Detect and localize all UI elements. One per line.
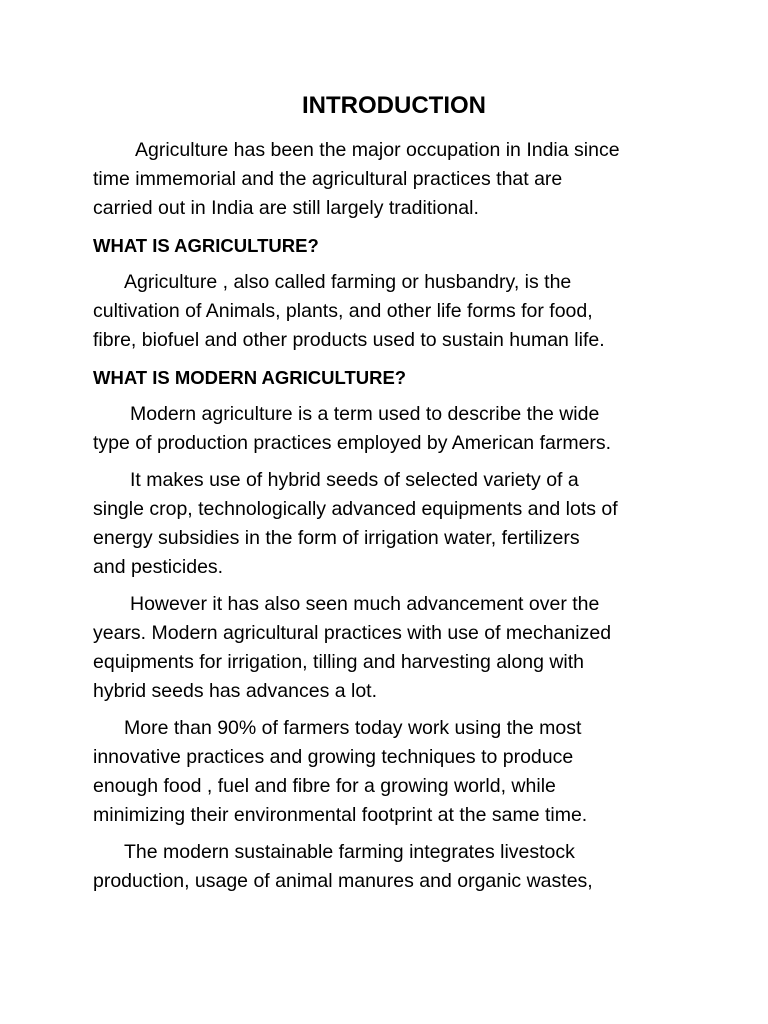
text-line: The modern sustainable farming integrates livestock bbox=[124, 841, 575, 863]
text-line: However it has also seen much advancement over the bbox=[130, 593, 600, 615]
page-title: INTRODUCTION bbox=[302, 92, 486, 119]
paragraph-sustainable-farming bbox=[93, 838, 678, 896]
text-line: minimizing their environmental footprint at the same time. bbox=[93, 804, 588, 826]
paragraph-intro bbox=[93, 136, 678, 223]
text-line: energy subsidies in the form of irrigation water, fertilizers bbox=[93, 527, 580, 549]
paragraph-advancement bbox=[93, 590, 678, 706]
text-line: More than 90% of farmers today work using the most bbox=[124, 717, 582, 739]
text-line: years. Modern agricultural practices with use of mechanized bbox=[93, 622, 612, 644]
text-line: and pesticides. bbox=[93, 556, 224, 578]
text-line: production, usage of animal manures and organic wastes, bbox=[93, 870, 593, 892]
text-line: carried out in India are still largely traditional. bbox=[93, 197, 479, 219]
text-line: type of production practices employed by American farmers. bbox=[93, 432, 612, 454]
text-line: It makes use of hybrid seeds of selected variety of a bbox=[130, 469, 579, 491]
text-line: fibre, biofuel and other products used to sustain human life. bbox=[93, 329, 605, 351]
text-line: time immemorial and the agricultural practices that are bbox=[93, 168, 563, 190]
text-line: innovative practices and growing techniques to produce bbox=[93, 746, 574, 768]
text-line: enough food , fuel and fibre for a growing world, while bbox=[93, 775, 556, 797]
paragraph-farmers-practices bbox=[93, 714, 678, 830]
paragraph-agriculture-definition bbox=[93, 268, 678, 355]
text-line: Agriculture has been the major occupation in India since bbox=[135, 139, 620, 161]
text-line: Modern agriculture is a term used to describe the wide bbox=[130, 403, 600, 425]
text-line: Agriculture , also called farming or husbandry, is the bbox=[124, 271, 572, 293]
section-heading-modern-agriculture: WHAT IS MODERN AGRICULTURE? bbox=[93, 367, 407, 388]
section-heading-agriculture: WHAT IS AGRICULTURE? bbox=[93, 235, 319, 256]
text-line: cultivation of Animals, plants, and other life forms for food, bbox=[93, 300, 593, 322]
text-line: equipments for irrigation, tilling and harvesting along with bbox=[93, 651, 585, 673]
paragraph-modern-definition bbox=[93, 400, 678, 458]
text-line: hybrid seeds has advances a lot. bbox=[93, 680, 378, 702]
paragraph-hybrid-seeds bbox=[93, 466, 678, 582]
document-body bbox=[93, 136, 678, 904]
text-line: single crop, technologically advanced equipments and lots of bbox=[93, 498, 618, 520]
